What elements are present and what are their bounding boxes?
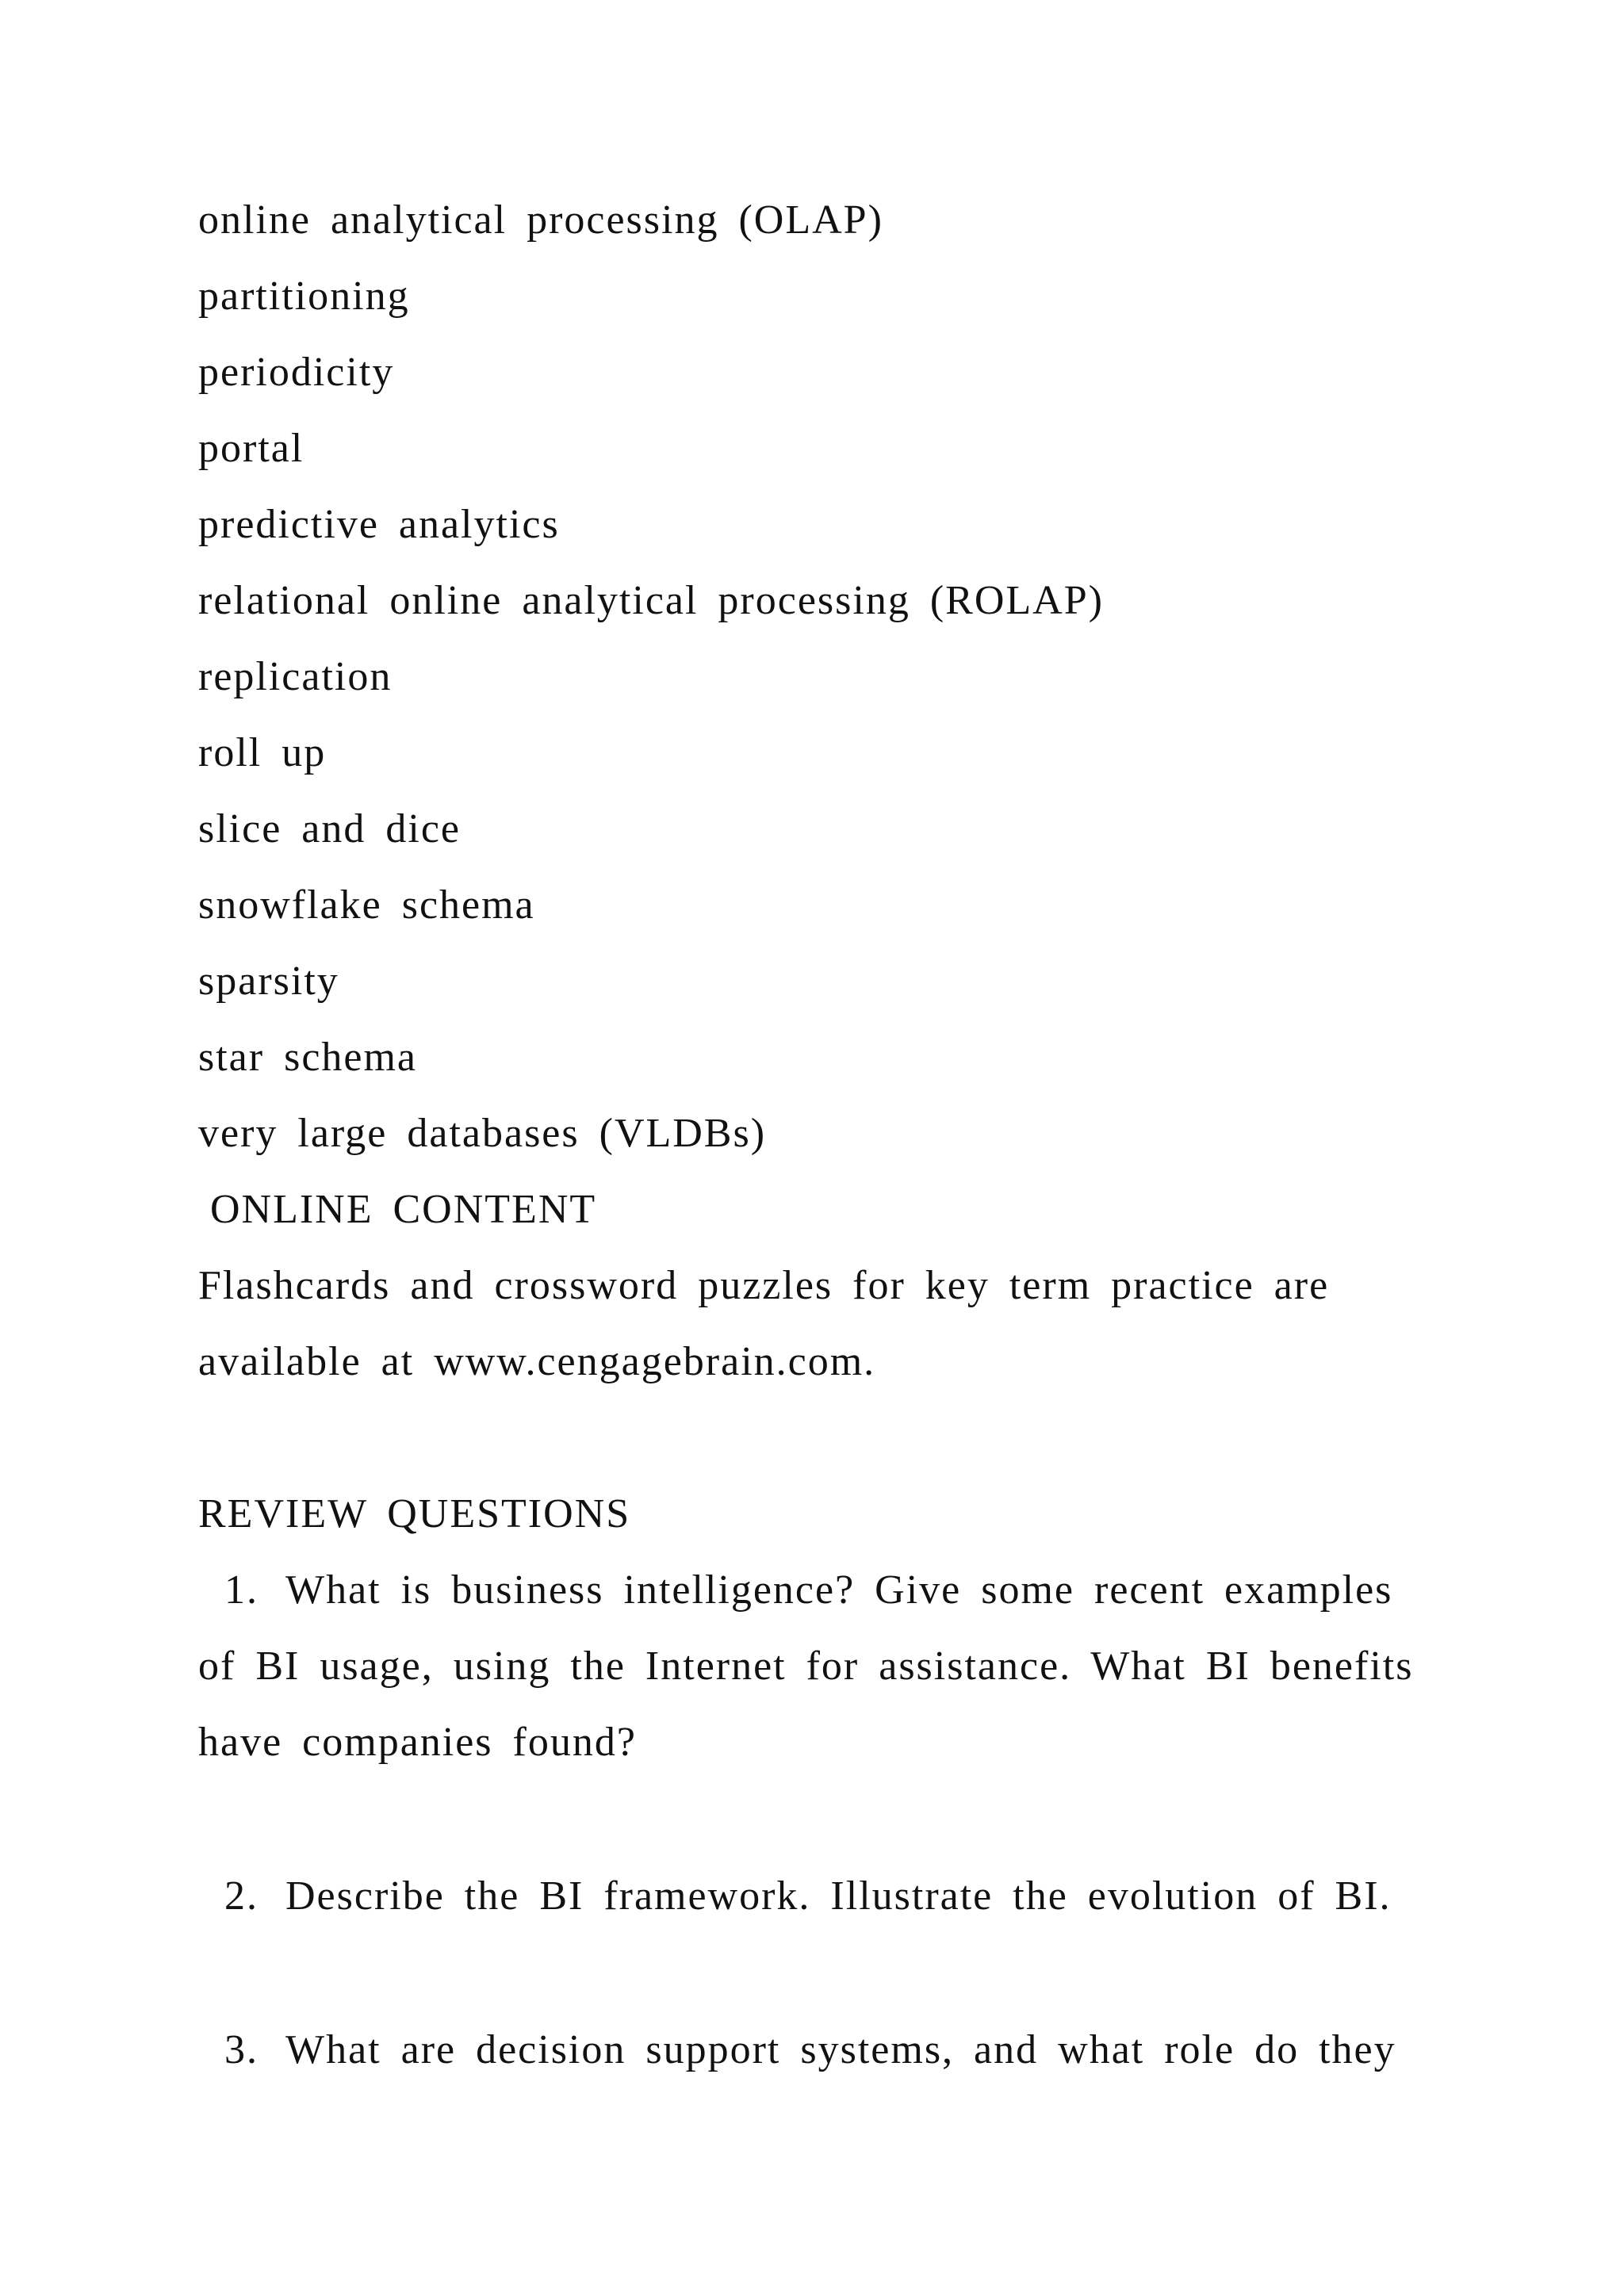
question-number: 3. <box>224 2027 259 2072</box>
question-number: 1. <box>224 1567 259 1613</box>
online-content-heading: ONLINE CONTENT <box>210 1187 597 1232</box>
question-text: What is business intelligence? Give some recent examples <box>285 1567 1393 1613</box>
review-questions-heading: REVIEW QUESTIONS <box>198 1491 631 1536</box>
question-text: What are decision support systems, and what role do they <box>285 2027 1396 2072</box>
question-text: Describe the BI framework. Illustrate the evolution of BI. <box>285 1873 1392 1919</box>
key-term: relational online analytical processing (ROLAP) <box>198 578 1104 623</box>
question-text: of BI usage, using the Internet for assistance. What BI benefits <box>198 1644 1414 1689</box>
key-term: star schema <box>198 1035 418 1080</box>
key-term: very large databases (VLDBs) <box>198 1111 767 1156</box>
key-term: snowflake schema <box>198 882 535 928</box>
question-number: 2. <box>224 1873 259 1919</box>
key-term: slice and dice <box>198 806 461 851</box>
key-term: sparsity <box>198 959 339 1004</box>
online-content-text: Flashcards and crossword puzzles for key term practice are <box>198 1263 1330 1308</box>
key-term: partitioning <box>198 274 410 319</box>
key-term: roll up <box>198 730 327 775</box>
key-term: replication <box>198 654 393 699</box>
key-term: predictive analytics <box>198 502 560 547</box>
online-content-text: available at www.cengagebrain.com. <box>198 1339 876 1384</box>
question-text: have companies found? <box>198 1720 637 1765</box>
key-term: periodicity <box>198 350 395 395</box>
key-term: online analytical processing (OLAP) <box>198 197 883 243</box>
key-term: portal <box>198 426 304 471</box>
